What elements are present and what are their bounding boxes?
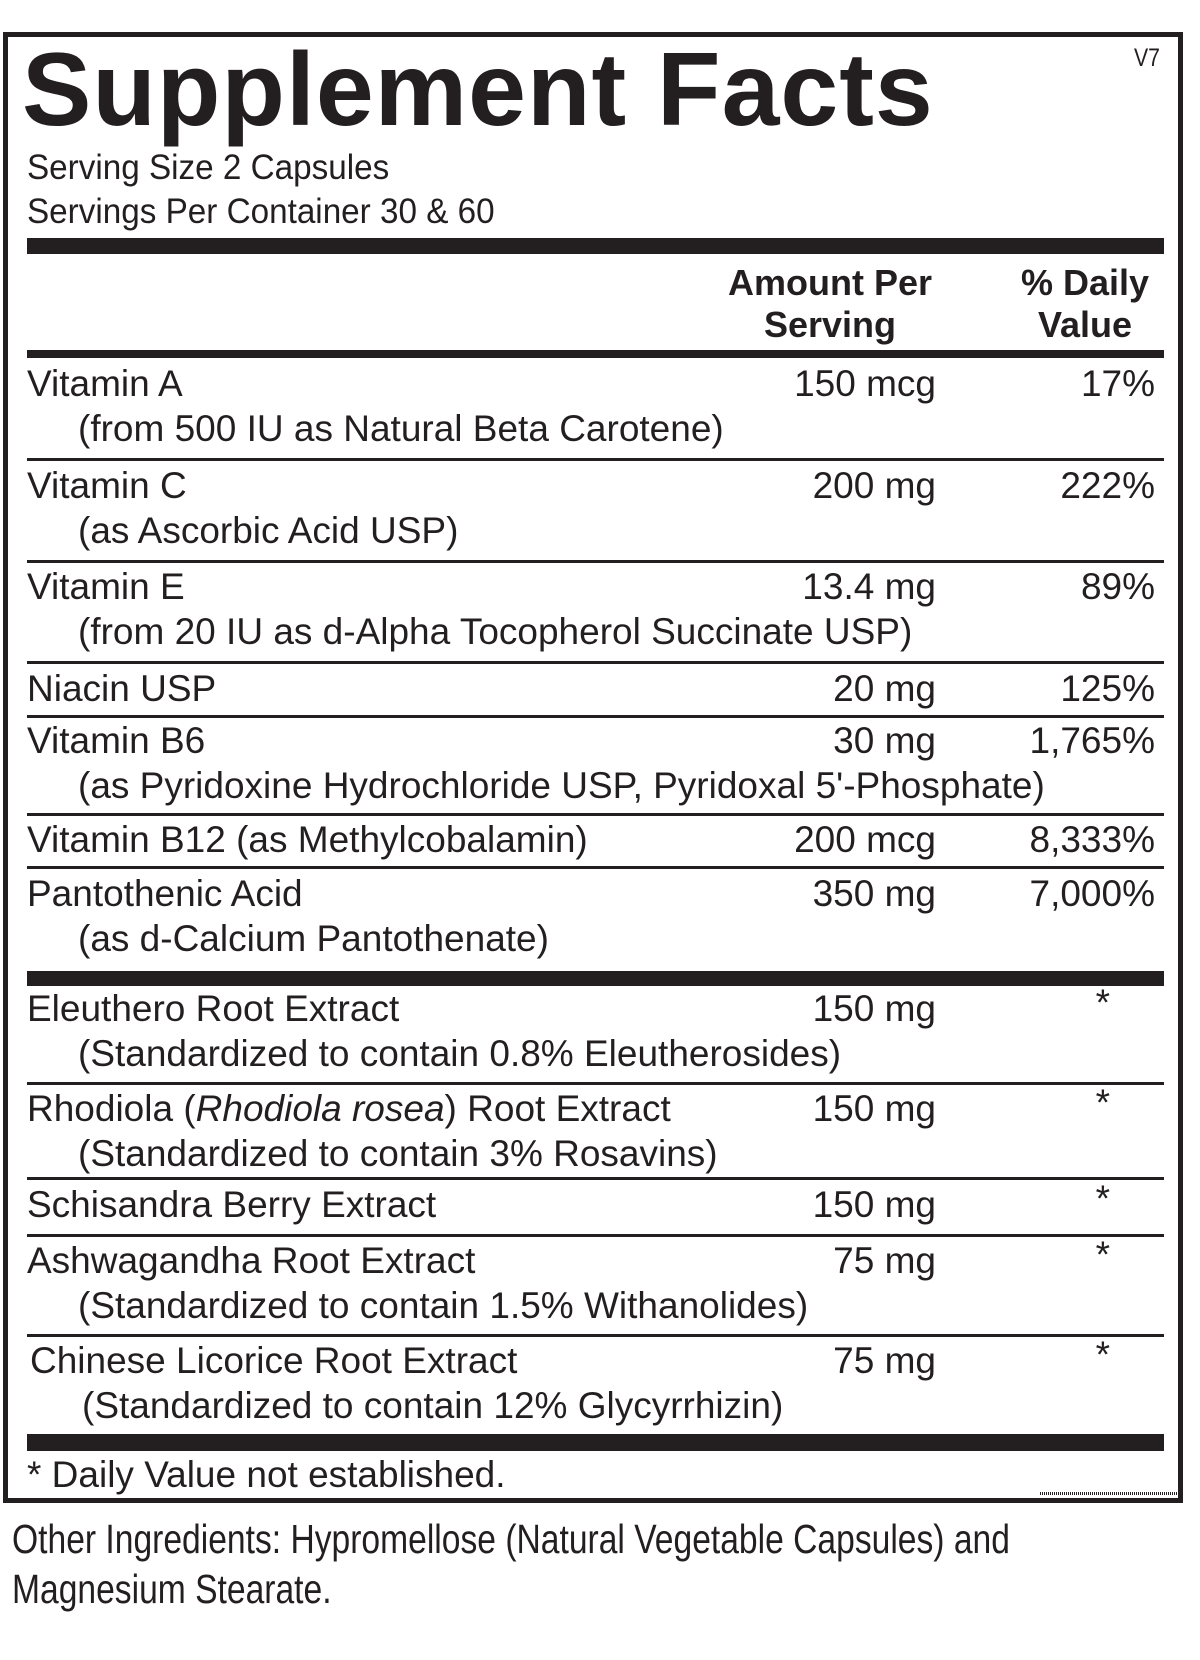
nutrient-detail: (as d-Calcium Pantothenate) bbox=[78, 918, 549, 959]
nutrient-detail: (from 20 IU as d-Alpha Tocopherol Succinate USP) bbox=[78, 611, 913, 652]
column-header-dv-line1: % Daily bbox=[1020, 262, 1150, 303]
version-label: V7 bbox=[1134, 44, 1161, 72]
other-ingredients-line2: Magnesium Stearate. bbox=[12, 1566, 332, 1612]
nutrient-name: Vitamin E bbox=[27, 566, 185, 607]
divider-thick bbox=[27, 1434, 1164, 1451]
nutrient-amount: 30 mg bbox=[833, 720, 936, 761]
botanical-name: Eleuthero Root Extract bbox=[27, 988, 400, 1029]
nutrient-daily-value: 7,000% bbox=[1029, 873, 1155, 914]
nutrient-amount: 350 mg bbox=[812, 873, 936, 914]
nutrient-detail: (from 500 IU as Natural Beta Carotene) bbox=[78, 408, 724, 449]
nutrient-daily-value: 8,333% bbox=[1029, 819, 1155, 860]
botanical-amount: 150 mg bbox=[812, 1088, 936, 1129]
botanical-name-latin: Rhodiola rosea bbox=[195, 1088, 445, 1129]
divider-thin bbox=[27, 458, 1164, 461]
other-ingredients-line1: Other Ingredients: Hypromellose (Natural Vegetable Capsules) and bbox=[12, 1516, 1010, 1562]
botanical-amount: 150 mg bbox=[812, 1184, 936, 1225]
botanical-name: Schisandra Berry Extract bbox=[27, 1184, 437, 1225]
column-header-amount bbox=[700, 262, 960, 346]
botanical-amount: 150 mg bbox=[812, 988, 936, 1029]
nutrient-name: Pantothenic Acid bbox=[27, 873, 303, 914]
nutrient-amount: 200 mcg bbox=[794, 819, 936, 860]
botanical-name: Chinese Licorice Root Extract bbox=[30, 1340, 518, 1381]
divider-thin bbox=[27, 866, 1164, 869]
nutrient-daily-value: 17% bbox=[1080, 363, 1155, 404]
servings-per-container: Servings Per Container 30 & 60 bbox=[27, 192, 495, 231]
botanical-name bbox=[27, 1086, 671, 1131]
column-header-amount-line1: Amount Per bbox=[727, 262, 932, 303]
nutrient-name: Vitamin A bbox=[27, 363, 183, 404]
divider-medium bbox=[27, 350, 1164, 358]
nutrient-detail: (as Ascorbic Acid USP) bbox=[78, 510, 459, 551]
botanical-daily-value: * bbox=[1095, 1234, 1110, 1275]
botanical-detail: (Standardized to contain 0.8% Eleutherosides) bbox=[78, 1033, 842, 1074]
column-header-amount-line2: Serving bbox=[763, 304, 897, 345]
nutrient-name: Niacin USP bbox=[27, 668, 217, 709]
nutrient-daily-value: 222% bbox=[1060, 465, 1155, 506]
botanical-daily-value: * bbox=[1095, 1082, 1110, 1123]
botanical-detail: (Standardized to contain 12% Glycyrrhizin) bbox=[82, 1385, 784, 1426]
divider-thin bbox=[27, 661, 1164, 664]
nutrient-name: Vitamin B12 (as Methylcobalamin) bbox=[27, 819, 588, 860]
divider-thin bbox=[27, 560, 1164, 563]
serving-size: Serving Size 2 Capsules bbox=[27, 148, 390, 187]
botanical-name-pre: Rhodiola ( bbox=[27, 1088, 196, 1129]
botanical-daily-value: * bbox=[1095, 1334, 1110, 1375]
nutrient-amount: 20 mg bbox=[833, 668, 936, 709]
botanical-daily-value: * bbox=[1095, 982, 1110, 1023]
botanical-name: Ashwagandha Root Extract bbox=[27, 1240, 476, 1281]
botanical-amount: 75 mg bbox=[833, 1340, 936, 1381]
divider-thin bbox=[27, 813, 1164, 816]
nutrient-daily-value: 125% bbox=[1060, 668, 1155, 709]
nutrient-daily-value: 89% bbox=[1080, 566, 1155, 607]
panel-title: Supplement Facts bbox=[22, 32, 934, 148]
nutrient-amount: 150 mcg bbox=[794, 363, 936, 404]
dotted-mark bbox=[1040, 1492, 1178, 1495]
nutrient-name: Vitamin B6 bbox=[27, 720, 206, 761]
botanical-name-post: ) Root Extract bbox=[444, 1088, 671, 1129]
column-header-dv-line2: Value bbox=[1037, 304, 1133, 345]
nutrient-amount: 200 mg bbox=[812, 465, 936, 506]
nutrient-daily-value: 1,765% bbox=[1029, 720, 1155, 761]
column-header-daily-value bbox=[1000, 262, 1170, 346]
botanical-amount: 75 mg bbox=[833, 1240, 936, 1281]
botanical-detail: (Standardized to contain 3% Rosavins) bbox=[78, 1133, 718, 1174]
botanical-daily-value: * bbox=[1095, 1178, 1110, 1219]
divider-thick bbox=[27, 238, 1164, 254]
nutrient-amount: 13.4 mg bbox=[802, 566, 936, 607]
footnote: * Daily Value not established. bbox=[27, 1454, 506, 1495]
nutrient-detail: (as Pyridoxine Hydrochloride USP, Pyridoxal 5'-Phosphate) bbox=[78, 765, 1045, 806]
nutrient-name: Vitamin C bbox=[27, 465, 187, 506]
botanical-detail: (Standardized to contain 1.5% Withanolides) bbox=[78, 1285, 809, 1326]
